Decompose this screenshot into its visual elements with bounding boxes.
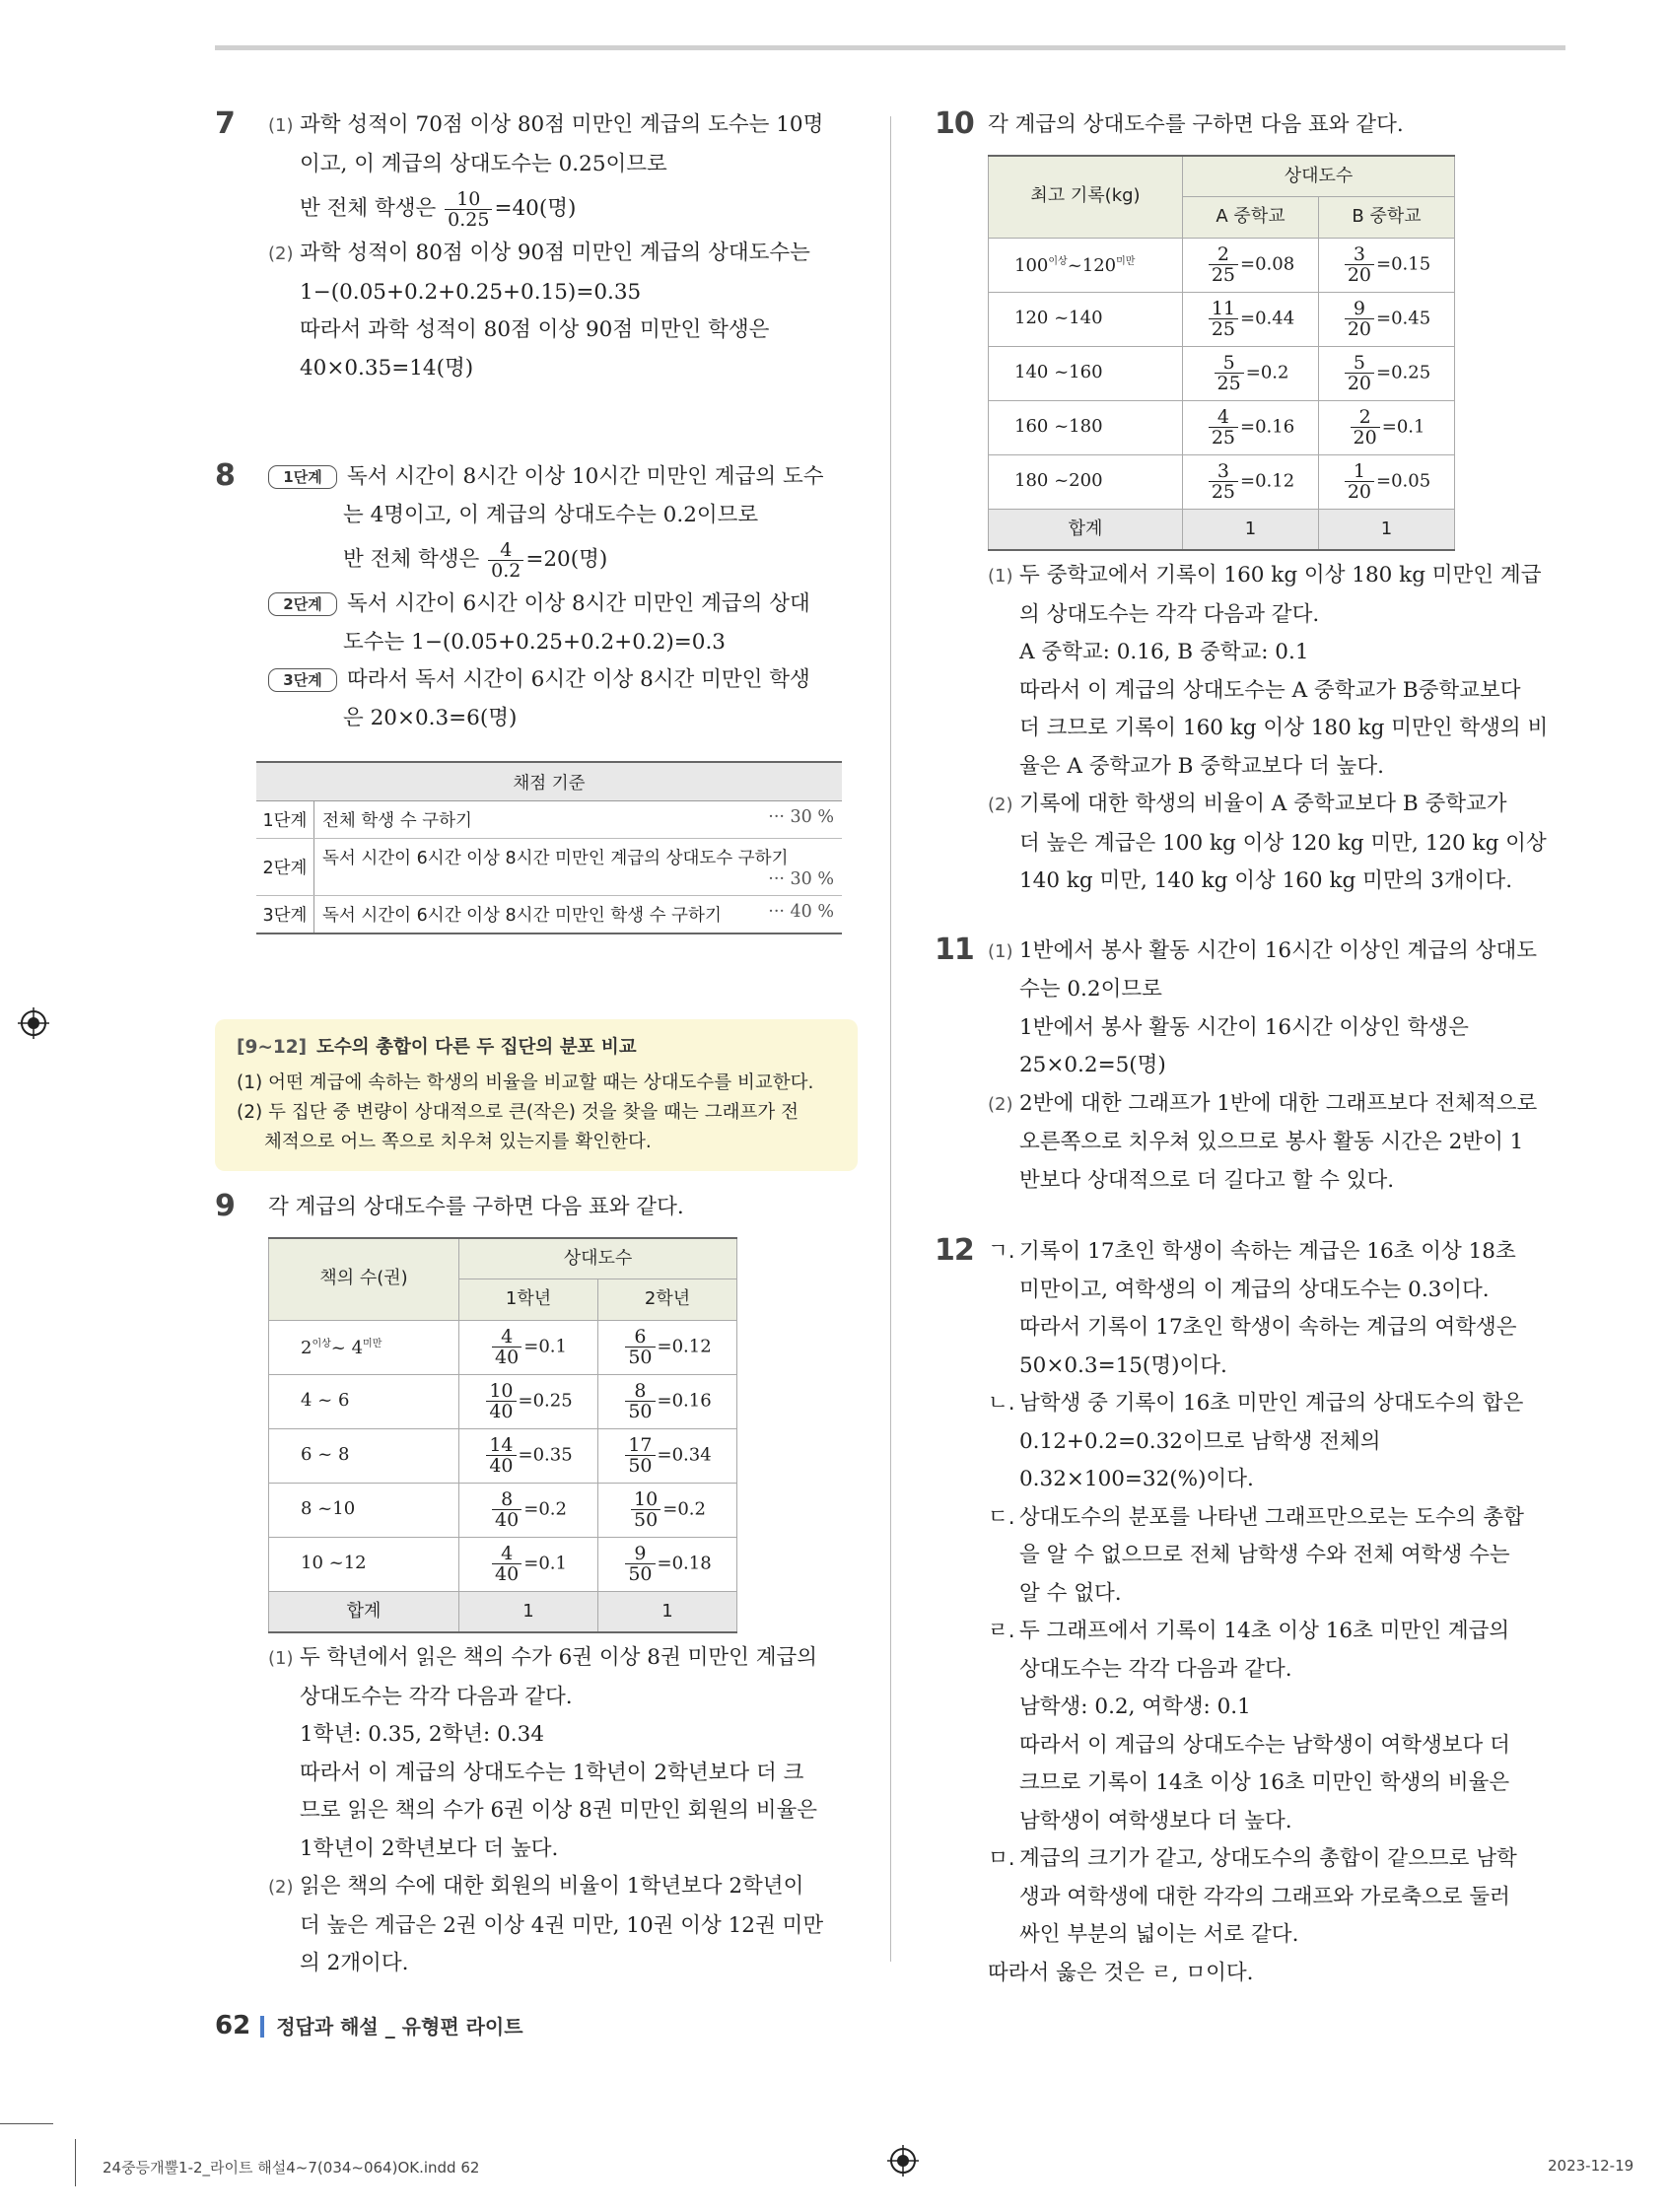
value: =0.16 — [657, 1390, 712, 1412]
class-cell: 6 ~ 8 — [269, 1428, 459, 1483]
col-header: 상대도수 — [1183, 156, 1455, 197]
denominator: 40 — [489, 1401, 514, 1422]
total-value: 1 — [1183, 509, 1319, 550]
superscript: 이상 — [1048, 256, 1068, 268]
item-marker: (1) — [268, 115, 294, 136]
text-line: 과학 성적이 80점 이상 90점 미만인 계급의 상대도수는 — [300, 241, 810, 265]
superscript: 미만 — [363, 1339, 382, 1350]
fraction — [1209, 461, 1238, 502]
table-row — [269, 1428, 737, 1483]
numerator: 2 — [1209, 244, 1238, 265]
left-column — [215, 106, 846, 1983]
text-line: 두 학년에서 읽은 책의 수가 6권 이상 8권 미만인 계급의 — [300, 1645, 818, 1670]
text: 반 전체 학생은 — [300, 196, 437, 221]
crop-mark — [75, 2139, 76, 2186]
problem-9-solution — [268, 1189, 846, 1983]
value-cell — [1319, 454, 1455, 509]
text-line: 따라서 이 계급의 상대도수는 A 중학교가 B중학교보다 — [1019, 677, 1521, 703]
text-line: 따라서 기록이 17초인 학생이 속하는 계급의 여학생은 — [1019, 1315, 1517, 1340]
value: =0.34 — [657, 1444, 712, 1466]
table-row — [989, 238, 1455, 292]
text-line: 1반에서 봉사 활동 시간이 16시간 이상인 계급의 상대도 — [1019, 937, 1538, 963]
total-row — [989, 509, 1455, 550]
value-cell — [1183, 400, 1319, 454]
text-line: 상대도수는 각각 다음과 같다. — [1019, 1656, 1292, 1682]
item-marker: ㄷ. — [988, 1504, 1015, 1530]
text-line: 반보다 상대적으로 더 길다고 할 수 있다. — [1019, 1167, 1395, 1193]
value: =0.1 — [1381, 416, 1425, 438]
numerator: 5 — [1215, 353, 1244, 374]
text: 반 전체 학생은 — [343, 547, 480, 572]
item-marker: (2) — [988, 1093, 1013, 1115]
text-line: 므로 읽은 책의 수가 6권 이상 8권 미만인 회원의 비율은 — [300, 1798, 818, 1823]
table-row — [989, 400, 1455, 454]
value-cell — [459, 1483, 598, 1537]
text-line: 상대도수의 분포를 나타낸 그래프만으로는 도수의 총합 — [1019, 1504, 1524, 1530]
class-cell: 140 ~160 — [989, 346, 1183, 400]
text: =20(명) — [525, 547, 608, 572]
right-column — [935, 106, 1565, 1992]
text-line: 과학 성적이 70점 이상 80점 미만인 계급의 도수는 10명 — [300, 112, 824, 137]
table-row — [256, 801, 842, 839]
denominator: 40 — [489, 1455, 514, 1477]
denominator: 0.2 — [491, 559, 521, 582]
footer-title: 정답과 해설 _ 유형편 라이트 — [276, 2015, 523, 2039]
fraction — [486, 1435, 516, 1476]
tip-line: 체적으로 어느 쪽으로 치우쳐 있는지를 확인한다. — [264, 1132, 652, 1152]
text-line: 율은 A 중학교가 B 중학교보다 더 높다. — [1019, 753, 1384, 779]
slug-filename: 24중등개뿔1-2_라이트 해설4~7(034~064)OK.indd 62 — [103, 2159, 480, 2177]
text-line: 의 상대도수는 각각 다음과 같다. — [1019, 601, 1320, 627]
superscript: 이상 — [312, 1339, 331, 1350]
text-line: 이고, 이 계급의 상대도수는 0.25이므로 — [300, 151, 667, 176]
value: =0.12 — [1240, 470, 1295, 492]
fraction — [1209, 299, 1238, 339]
fraction — [1345, 244, 1374, 285]
criteria-text: 독서 시간이 6시간 이상 8시간 미만인 계급의 상대도수 구하기 — [322, 849, 789, 868]
criteria-cell — [314, 896, 843, 934]
item-marker: (1) — [268, 1648, 294, 1669]
points: ··· 30 % — [768, 807, 834, 827]
numerator: 10 — [631, 1489, 660, 1510]
tip-line: (2) 두 집단 중 변량이 상대적으로 큰(작은) 것을 찾을 때는 그래프가 전 — [237, 1102, 799, 1123]
fraction — [625, 1381, 655, 1421]
value-cell — [1183, 454, 1319, 509]
class-cell — [989, 238, 1183, 292]
text-line: 따라서 과학 성적이 80점 이상 90점 미만인 학생은 — [300, 317, 770, 342]
scoring-table — [256, 761, 842, 934]
fraction — [1345, 461, 1374, 502]
value: =0.18 — [657, 1553, 712, 1574]
class-cell: 120 ~140 — [989, 292, 1183, 346]
criteria-text: 전체 학생 수 구하기 — [322, 811, 472, 831]
text-line: 남학생: 0.2, 여학생: 0.1 — [1019, 1694, 1251, 1719]
col-header: B 중학교 — [1319, 197, 1455, 239]
denominator: 40 — [495, 1509, 520, 1531]
text-line: 두 중학교에서 기록이 160 kg 이상 180 kg 미만인 계급 — [1019, 563, 1542, 588]
value: =0.15 — [1376, 253, 1431, 275]
fraction — [445, 189, 492, 230]
numerator: 3 — [1209, 461, 1238, 482]
tip-title — [237, 1033, 838, 1063]
tip-box — [215, 1019, 858, 1171]
class-cell: 160 ~180 — [989, 400, 1183, 454]
total-value: 1 — [459, 1591, 598, 1632]
text-line: 기록에 대한 학생의 비율이 A 중학교보다 B 중학교가 — [1019, 792, 1507, 816]
value-cell — [598, 1537, 737, 1591]
tip-line: (1) 어떤 계급에 속하는 학생의 비율을 비교할 때는 상대도수를 비교한다. — [237, 1072, 814, 1093]
col-header: A 중학교 — [1183, 197, 1319, 239]
table-row — [989, 346, 1455, 400]
column-divider — [890, 116, 891, 1962]
points: ··· 40 % — [768, 902, 834, 922]
text-line: 0.12+0.2=0.32이므로 남학생 전체의 — [1019, 1428, 1381, 1454]
problem-number: 8 — [215, 458, 235, 493]
value-cell — [1319, 238, 1455, 292]
problem-7-solution — [268, 106, 846, 387]
page-number: 62 — [215, 2011, 251, 2040]
text-line: 읽은 책의 수에 대한 회원의 비율이 1학년보다 2학년이 — [300, 1874, 804, 1899]
table-row — [256, 896, 842, 934]
stage-cell: 3단계 — [256, 896, 314, 934]
tip-title-text: 도수의 총합이 다른 두 집단의 분포 비교 — [316, 1037, 637, 1058]
item-marker: (1) — [988, 940, 1013, 962]
text: ~120 — [1067, 255, 1117, 277]
text-line: 상대도수는 각각 다음과 같다. — [300, 1684, 573, 1709]
denominator: 50 — [628, 1347, 653, 1368]
problem-12-solution — [988, 1233, 1565, 1992]
numerator: 3 — [1345, 244, 1374, 265]
text-line: 25×0.2=5(명) — [1019, 1053, 1166, 1077]
numerator: 8 — [492, 1489, 521, 1510]
numerator: 9 — [625, 1544, 655, 1564]
item-marker: ㄴ. — [988, 1391, 1015, 1416]
text-line: 오른쪽으로 치우쳐 있으므로 봉사 활동 시간은 2반이 1 — [1019, 1130, 1524, 1154]
stage-cell: 1단계 — [256, 801, 314, 839]
item-marker: ㅁ. — [988, 1846, 1015, 1871]
denominator: 25 — [1211, 427, 1235, 449]
table-row — [269, 1374, 737, 1428]
table-row — [989, 454, 1455, 509]
value: =0.35 — [518, 1444, 573, 1466]
denominator: 50 — [628, 1401, 653, 1422]
denominator: 50 — [628, 1455, 653, 1477]
table-row — [269, 1483, 737, 1537]
table-row — [269, 1320, 737, 1374]
text: 100 — [1014, 255, 1049, 277]
denominator: 25 — [1211, 481, 1235, 503]
numerator: 2 — [1351, 407, 1380, 428]
denominator: 20 — [1347, 373, 1371, 394]
numerator: 11 — [1209, 299, 1238, 319]
value-cell — [459, 1428, 598, 1483]
points: ··· 30 % — [768, 869, 834, 889]
value-cell — [1319, 400, 1455, 454]
fraction — [1209, 407, 1238, 448]
fraction — [1215, 353, 1244, 393]
value-cell — [1319, 292, 1455, 346]
value-cell — [459, 1374, 598, 1428]
value-cell — [598, 1320, 737, 1374]
fraction — [1345, 353, 1374, 393]
text-line: 의 2개이다. — [300, 1951, 409, 1975]
text-line: 따라서 이 계급의 상대도수는 1학년이 2학년보다 더 크 — [300, 1760, 804, 1785]
table-row — [269, 1537, 737, 1591]
text-line: 싸인 부분의 넓이는 서로 같다. — [1019, 1922, 1299, 1947]
denominator: 50 — [634, 1509, 659, 1531]
text-line: 각 계급의 상대도수를 구하면 다음 표와 같다. — [268, 1195, 684, 1219]
denominator: 50 — [628, 1563, 653, 1585]
text: ~ 4 — [330, 1338, 364, 1359]
fraction — [486, 1381, 516, 1421]
numerator: 6 — [625, 1327, 655, 1348]
numerator: 8 — [625, 1381, 655, 1402]
text-line: 알 수 없다. — [1019, 1580, 1122, 1606]
numerator: 10 — [486, 1381, 516, 1402]
total-value: 1 — [598, 1591, 737, 1632]
col-header: 2학년 — [598, 1279, 737, 1321]
value-cell — [1183, 238, 1319, 292]
slug-date: 2023-12-19 — [1548, 2157, 1634, 2175]
value: =0.45 — [1376, 308, 1431, 329]
col-header: 책의 수(권) — [269, 1238, 459, 1321]
numerator: 9 — [1345, 299, 1374, 319]
text-line: 는 4명이고, 이 계급의 상대도수는 0.2이므로 — [343, 502, 759, 527]
item-marker: (2) — [268, 1877, 294, 1898]
text-line: 1반에서 봉사 활동 시간이 16시간 이상인 학생은 — [1019, 1014, 1469, 1040]
item-marker: (2) — [988, 795, 1013, 815]
text-line: 따라서 옳은 것은 ㄹ, ㅁ이다. — [988, 1960, 1254, 1985]
text-line: 독서 시간이 6시간 이상 8시간 미만인 계급의 상대 — [347, 591, 810, 616]
text-line: 따라서 이 계급의 상대도수는 남학생이 여학생보다 더 — [1019, 1732, 1510, 1758]
criteria-cell — [314, 801, 843, 839]
text-line: 독서 시간이 8시간 이상 10시간 미만인 계급의 도수 — [347, 464, 824, 489]
text-line: 따라서 독서 시간이 6시간 이상 8시간 미만인 학생 — [347, 667, 810, 692]
value-cell — [1319, 346, 1455, 400]
value: =0.2 — [1245, 362, 1289, 383]
value: =0.05 — [1376, 470, 1431, 492]
fraction-line — [268, 183, 846, 235]
scoring-title: 채점 기준 — [256, 762, 842, 801]
footer-divider — [260, 2016, 264, 2038]
value: =0.25 — [518, 1390, 573, 1412]
class-cell: 8 ~10 — [269, 1483, 459, 1537]
fraction — [1345, 299, 1374, 339]
problem-7 — [215, 106, 846, 387]
text: =40(명) — [494, 196, 577, 221]
problem-number: 10 — [935, 106, 974, 141]
text-line: 더 높은 계급은 100 kg 이상 120 kg 미만, 120 kg 이상 — [1019, 830, 1547, 856]
crop-mark — [0, 2123, 53, 2124]
value-cell — [598, 1374, 737, 1428]
problem-10-solution — [988, 106, 1565, 901]
step-badge: 1단계 — [268, 465, 337, 489]
value-cell — [598, 1483, 737, 1537]
fraction — [488, 540, 523, 581]
text-line: 각 계급의 상대도수를 구하면 다음 표와 같다. — [988, 112, 1404, 137]
text-line: 40×0.35=14(명) — [300, 355, 474, 380]
numerator: 1 — [1345, 461, 1374, 482]
numerator: 4 — [488, 540, 523, 561]
denominator: 20 — [1347, 481, 1371, 503]
value-cell — [459, 1537, 598, 1591]
tip-tag: [9~12] — [237, 1037, 308, 1058]
denominator: 0.25 — [448, 208, 490, 231]
value-cell — [598, 1428, 737, 1483]
text-line: 기록이 17초인 학생이 속하는 계급은 16초 이상 18초 — [1019, 1239, 1516, 1264]
text-line: 1학년: 0.35, 2학년: 0.34 — [300, 1722, 545, 1747]
text-line: 140 kg 미만, 140 kg 이상 160 kg 미만의 3개이다. — [1019, 868, 1513, 893]
top-rule — [215, 45, 1565, 50]
fraction — [1209, 244, 1238, 285]
text-line: 은 20×0.3=6(명) — [343, 705, 518, 730]
col-header: 1학년 — [459, 1279, 598, 1321]
value: =0.12 — [657, 1336, 712, 1357]
class-cell: 4 ~ 6 — [269, 1374, 459, 1428]
criteria-cell — [314, 839, 843, 896]
value: =0.08 — [1240, 253, 1295, 275]
text-line: 두 그래프에서 기록이 14초 이상 16초 미만인 계급의 — [1019, 1619, 1510, 1643]
value: =0.2 — [662, 1498, 706, 1520]
text-line: 50×0.3=15(명)이다. — [1019, 1352, 1227, 1378]
numerator: 4 — [492, 1544, 521, 1564]
class-cell: 180 ~200 — [989, 454, 1183, 509]
text-line: 2반에 대한 그래프가 1반에 대한 그래프보다 전체적으로 — [1019, 1090, 1538, 1116]
text-line: 생과 여학생에 대한 각각의 그래프와 가로축으로 둘러 — [1019, 1884, 1510, 1909]
denominator: 25 — [1211, 318, 1235, 340]
problem-number: 12 — [935, 1233, 974, 1268]
text-line: 1−(0.05+0.2+0.25+0.15)=0.35 — [300, 279, 642, 305]
page-footer — [215, 2011, 523, 2041]
text-line: 더 크므로 기록이 160 kg 이상 180 kg 미만인 학생의 비 — [1019, 716, 1549, 740]
stage-cell: 2단계 — [256, 839, 314, 896]
step-badge: 2단계 — [268, 592, 337, 616]
denominator: 40 — [495, 1347, 520, 1368]
problem-number: 11 — [935, 932, 974, 967]
problem-12 — [935, 1233, 1565, 1992]
fraction — [625, 1435, 655, 1476]
superscript: 미만 — [1116, 256, 1136, 268]
denominator: 40 — [495, 1563, 520, 1585]
total-label: 합계 — [989, 509, 1183, 550]
text-line: 0.32×100=32(%)이다. — [1019, 1467, 1254, 1491]
problem-number: 9 — [215, 1189, 235, 1223]
numerator: 17 — [625, 1435, 655, 1456]
item-marker: ㄱ. — [988, 1239, 1015, 1264]
class-cell: 10 ~12 — [269, 1537, 459, 1591]
value-cell — [1183, 346, 1319, 400]
denominator: 20 — [1347, 264, 1371, 286]
item-marker: ㄹ. — [988, 1619, 1015, 1643]
value-cell — [459, 1320, 598, 1374]
denominator: 20 — [1347, 318, 1371, 340]
fraction — [1351, 407, 1380, 448]
problem-10 — [935, 106, 1565, 901]
text-line: 남학생 중 기록이 16초 미만인 계급의 상대도수의 합은 — [1019, 1391, 1524, 1416]
problem-9 — [215, 1189, 846, 1983]
denominator: 25 — [1216, 373, 1241, 394]
numerator: 10 — [445, 189, 492, 210]
text-line: 미만이고, 여학생의 이 계급의 상대도수는 0.3이다. — [1019, 1277, 1490, 1302]
text-line: 도수는 1−(0.05+0.25+0.2+0.2)=0.3 — [343, 629, 726, 655]
numerator: 14 — [486, 1435, 516, 1456]
problem-number: 7 — [215, 106, 235, 141]
text-line: A 중학교: 0.16, B 중학교: 0.1 — [1019, 640, 1309, 664]
fraction — [492, 1489, 521, 1530]
class-cell — [269, 1320, 459, 1374]
problem-8-solution — [268, 458, 846, 737]
table-row — [256, 839, 842, 896]
value: =0.1 — [523, 1553, 567, 1574]
denominator: 20 — [1353, 427, 1377, 449]
problem-11-solution — [988, 933, 1565, 1201]
value-cell — [1183, 292, 1319, 346]
criteria-text: 독서 시간이 6시간 이상 8시간 미만인 학생 수 구하기 — [322, 906, 722, 926]
numerator: 5 — [1345, 353, 1374, 374]
text-line: 더 높은 계급은 2권 이상 4권 미만, 10권 이상 12권 미만 — [300, 1912, 824, 1938]
total-label: 합계 — [269, 1591, 459, 1632]
value: =0.16 — [1240, 416, 1295, 438]
fraction — [492, 1544, 521, 1584]
fraction-line — [268, 534, 846, 586]
value: =0.2 — [523, 1498, 567, 1520]
registration-mark-icon — [18, 1007, 49, 1039]
problem-8 — [215, 458, 846, 934]
registration-mark-icon — [887, 2145, 919, 2177]
text-line: 크므로 기록이 14초 이상 16초 미만인 학생의 비율은 — [1019, 1770, 1510, 1795]
value: =0.44 — [1240, 308, 1295, 329]
item-marker: (1) — [988, 566, 1013, 587]
step-badge: 3단계 — [268, 668, 337, 692]
value: =0.1 — [523, 1336, 567, 1357]
value: =0.25 — [1376, 362, 1431, 383]
table-row — [989, 292, 1455, 346]
relative-frequency-table — [988, 155, 1455, 552]
fraction — [625, 1544, 655, 1584]
problem-11 — [935, 933, 1565, 1201]
text: 2 — [301, 1338, 313, 1359]
col-header: 상대도수 — [459, 1238, 737, 1279]
total-row — [269, 1591, 737, 1632]
denominator: 25 — [1211, 264, 1235, 286]
total-value: 1 — [1319, 509, 1455, 550]
fraction — [631, 1489, 660, 1530]
item-marker: (2) — [268, 243, 294, 264]
numerator: 4 — [1209, 407, 1238, 428]
text-line: 1학년이 2학년보다 더 높다. — [300, 1835, 559, 1861]
text-line: 계급의 크기가 같고, 상대도수의 총합이 같으므로 남학 — [1019, 1846, 1517, 1871]
col-header: 최고 기록(kg) — [989, 156, 1183, 239]
text-line: 을 알 수 없으므로 전체 남학생 수와 전체 여학생 수는 — [1019, 1543, 1510, 1567]
text-line: 남학생이 여학생보다 더 높다. — [1019, 1808, 1292, 1833]
text-line: 수는 0.2이므로 — [1019, 977, 1162, 1002]
fraction — [492, 1327, 521, 1367]
relative-frequency-table — [268, 1237, 737, 1634]
fraction — [625, 1327, 655, 1367]
numerator: 4 — [492, 1327, 521, 1348]
